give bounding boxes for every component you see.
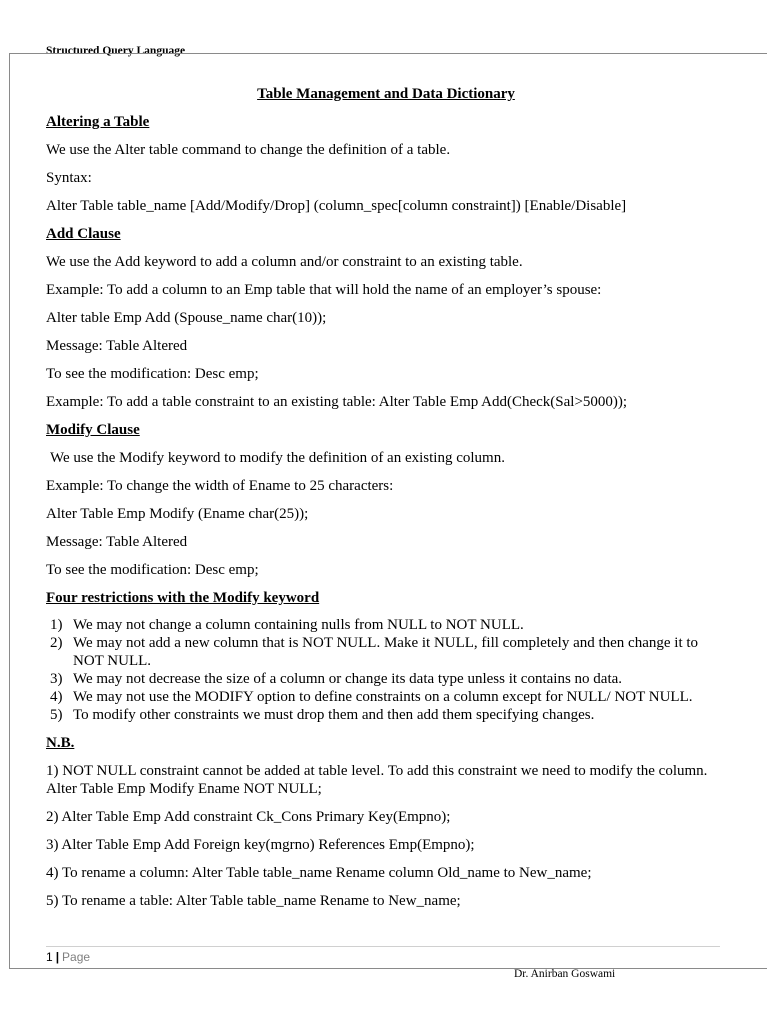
list-item-text: We may not decrease the size of a column or change its data type unless it contains no data.: [73, 671, 623, 687]
code-line: Alter table Emp Add (Spouse_name char(10));: [46, 310, 327, 326]
syntax-line: Alter Table table_name [Add/Modify/Drop] (column_spec[column constraint]) [Enable/Disable]: [46, 198, 627, 214]
section-heading-altering: Altering a Table: [46, 114, 150, 130]
list-item-text: We may not use the MODIFY option to define constraints on a column except for NULL/ NOT NULL.: [73, 689, 693, 705]
list-item: [46, 670, 726, 688]
list-item-number: 3): [50, 671, 63, 687]
list-item-number: 5): [50, 707, 63, 723]
list-item-text: We may not change a column containing nulls from NULL to NOT NULL.: [73, 617, 524, 633]
page-footer: [46, 950, 90, 964]
note-item: 3) Alter Table Emp Add Foreign key(mgrno) References Emp(Empno);: [46, 837, 475, 853]
code-line: Alter Table Emp Modify (Ename char(25));: [46, 506, 309, 522]
list-item: [46, 634, 726, 670]
paragraph: Example: To change the width of Ename to 25 characters:: [46, 478, 394, 494]
list-item-number: 1): [50, 617, 63, 633]
note-item: 1) NOT NULL constraint cannot be added at table level. To add this constraint we need to modify the column. Alter Table Emp Modify Ename NOT NULL;: [46, 763, 708, 797]
restrictions-list: [46, 616, 726, 724]
list-item: [46, 688, 726, 706]
running-header-title: Structured Query Language: [46, 45, 186, 57]
list-item: [46, 706, 726, 724]
section-heading-add-clause: Add Clause: [46, 226, 121, 242]
paragraph: Example: To add a table constraint to an existing table: Alter Table Emp Add(Check(Sal>5000));: [46, 394, 628, 410]
paragraph: To see the modification: Desc emp;: [46, 366, 259, 382]
paragraph: We use the Add keyword to add a column and/or constraint to an existing table.: [46, 254, 523, 270]
section-heading-restrictions: Four restrictions with the Modify keyword: [46, 590, 320, 606]
page-number: 1: [46, 950, 53, 964]
paragraph: Syntax:: [46, 170, 92, 186]
list-item-text: We may not add a new column that is NOT NULL. Make it NULL, fill completely and then change it to NOT NULL.: [73, 635, 699, 669]
page-separator: |: [55, 950, 60, 964]
list-item: [46, 616, 726, 634]
paragraph: We use the Alter table command to change the definition of a table.: [46, 142, 451, 158]
list-item-number: 4): [50, 689, 63, 705]
document-body: [46, 83, 726, 910]
footer-divider: [46, 946, 720, 947]
note-item: 5) To rename a table: Alter Table table_name Rename to New_name;: [46, 893, 461, 909]
paragraph: Example: To add a column to an Emp table that will hold the name of an employer’s spouse:: [46, 282, 602, 298]
paragraph: Message: Table Altered: [46, 338, 188, 354]
document-title: Table Management and Data Dictionary: [257, 86, 515, 102]
list-item-number: 2): [50, 635, 63, 651]
page-label: Page: [62, 950, 91, 964]
note-item: 2) Alter Table Emp Add constraint Ck_Cons Primary Key(Empno);: [46, 809, 451, 825]
section-heading-nb: N.B.: [46, 735, 75, 751]
list-item-text: To modify other constraints we must drop them and then add them specifying changes.: [73, 707, 595, 723]
section-heading-modify-clause: Modify Clause: [46, 422, 140, 438]
paragraph: Message: Table Altered: [46, 534, 188, 550]
paragraph: To see the modification: Desc emp;: [46, 562, 259, 578]
author-name: Dr. Anirban Goswami: [514, 968, 616, 980]
note-item: 4) To rename a column: Alter Table table_name Rename column Old_name to New_name;: [46, 865, 592, 881]
paragraph: We use the Modify keyword to modify the definition of an existing column.: [50, 450, 505, 466]
